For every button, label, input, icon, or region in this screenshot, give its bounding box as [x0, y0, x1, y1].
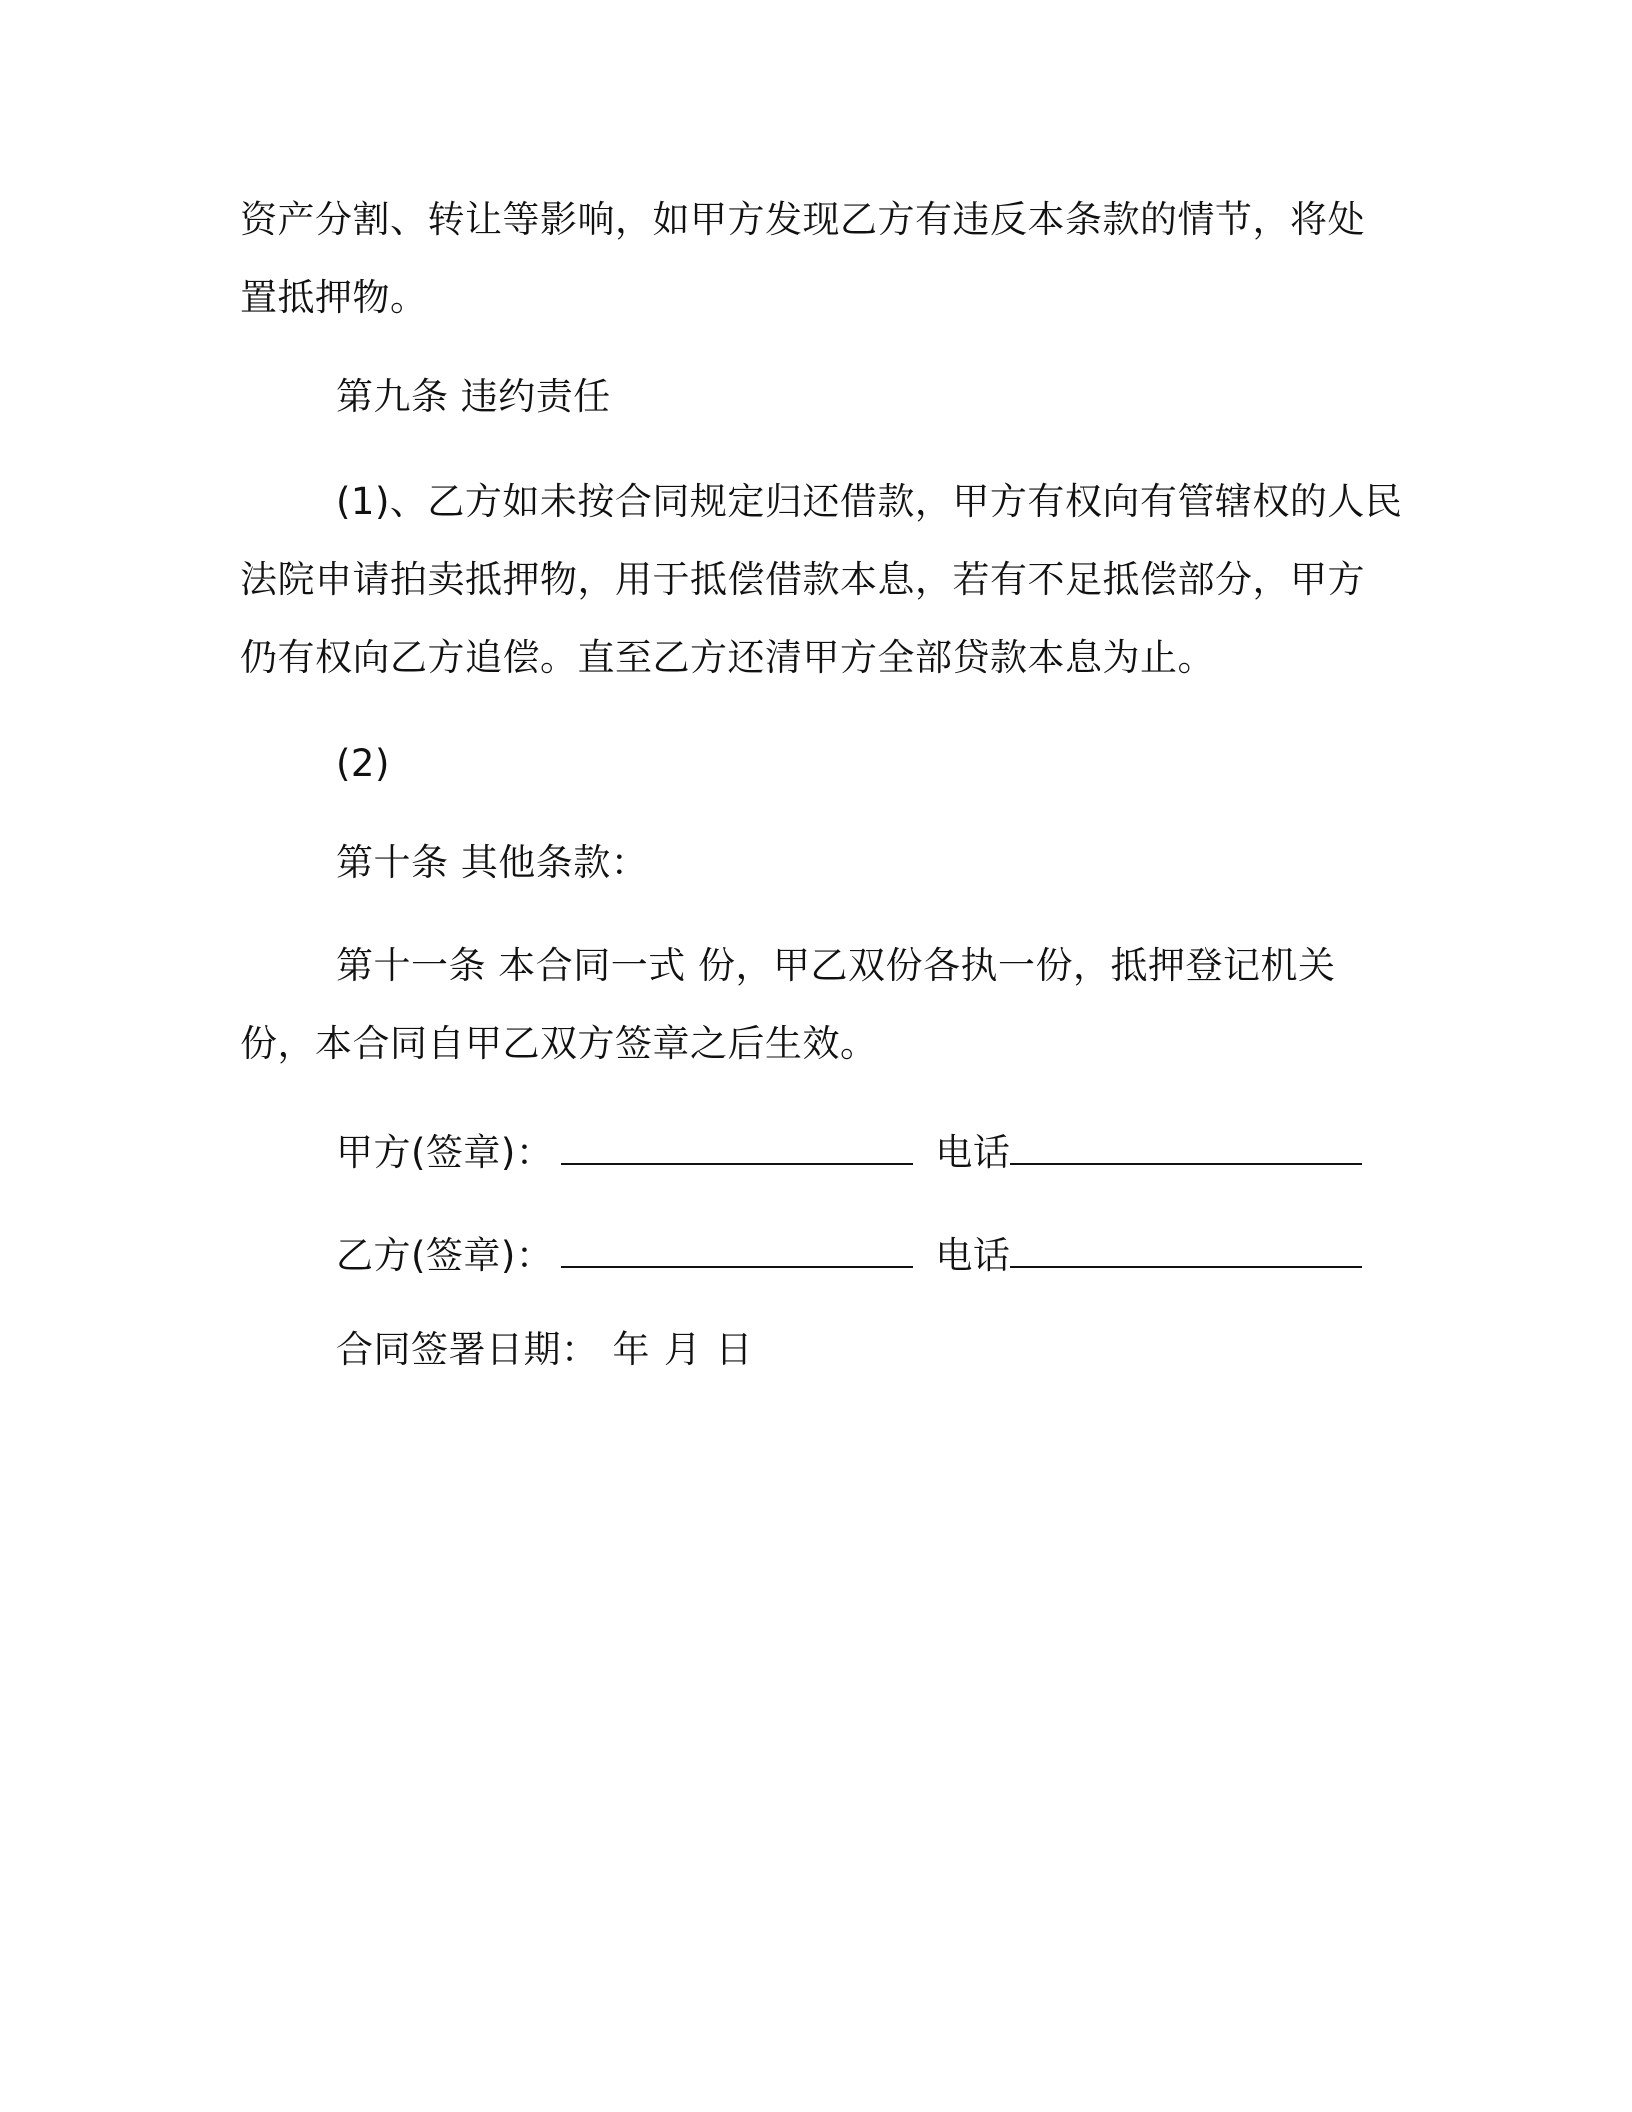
clause-9-2: (2): [336, 742, 390, 785]
party-a-label: 甲方(签章)：: [336, 1131, 554, 1174]
party-b-label: 乙方(签章)：: [336, 1234, 554, 1277]
date-day: 日: [715, 1328, 753, 1371]
party-a-signature-row: [336, 1127, 1370, 1177]
article-10-heading: 第十条 其他条款：: [336, 841, 649, 884]
paragraph-line-2: 置抵押物。: [240, 276, 428, 319]
article-9-heading: 第九条 违约责任: [336, 375, 611, 418]
signing-date-row: [336, 1326, 753, 1374]
clause-9-1-line-1: (1)、乙方如未按合同规定归还借款，甲方有权向有管辖权的人民: [336, 480, 1403, 523]
party-a-phone-blank[interactable]: [1010, 1127, 1362, 1165]
article-11-line-1: 第十一条 本合同一式 份，甲乙双份各执一份，抵押登记机关: [336, 944, 1336, 987]
clause-9-1-line-2: 法院申请拍卖抵押物，用于抵偿借款本息，若有不足抵偿部分，甲方: [240, 558, 1365, 601]
date-year: 年: [612, 1328, 650, 1371]
party-b-signature-blank[interactable]: [561, 1230, 913, 1268]
clause-9-1-line-3: 仍有权向乙方追偿。直至乙方还清甲方全部贷款本息为止。: [240, 636, 1215, 679]
signing-date-label: 合同签署日期：: [336, 1328, 599, 1371]
party-b-phone-blank[interactable]: [1010, 1230, 1362, 1268]
party-b-phone-label: 电话: [935, 1234, 1011, 1277]
party-a-signature-blank[interactable]: [561, 1127, 913, 1165]
date-month: 月: [664, 1328, 702, 1371]
paragraph-line-1: 资产分割、转让等影响，如甲方发现乙方有违反本条款的情节，将处: [240, 198, 1365, 241]
article-11-line-2: 份，本合同自甲乙双方签章之后生效。: [240, 1022, 878, 1065]
party-b-signature-row: [336, 1230, 1370, 1280]
party-a-phone-label: 电话: [935, 1131, 1011, 1174]
